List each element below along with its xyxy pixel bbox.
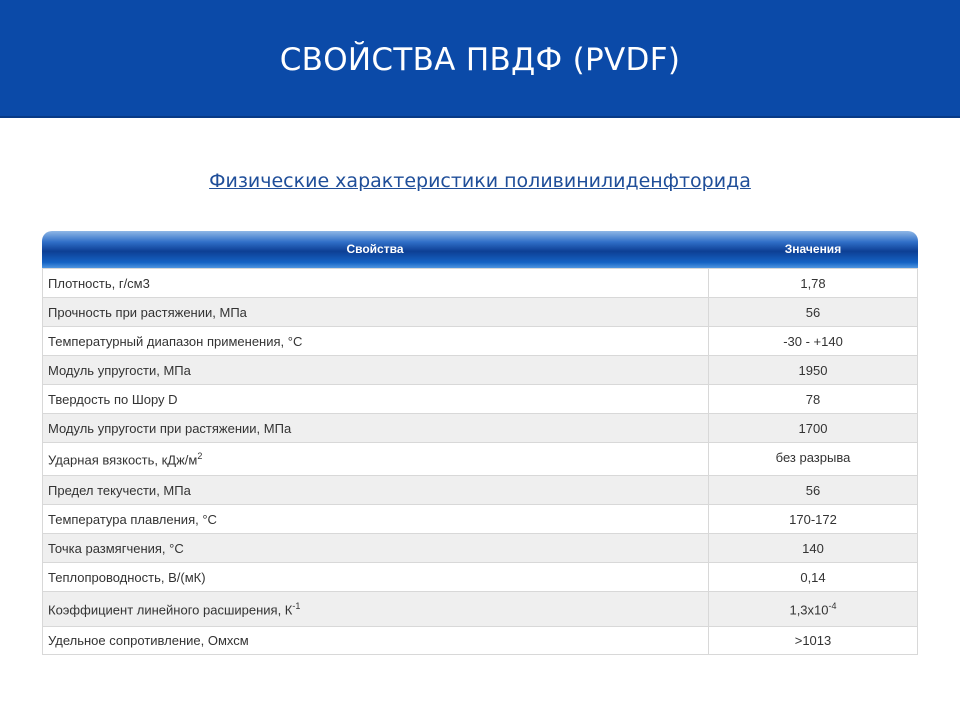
table-row (43, 563, 918, 592)
superscript: 2 (197, 450, 203, 461)
cell-property: Модуль упругости при растяжении, МПа (43, 414, 709, 443)
cell-property: Удельное сопротивление, Омхсм (43, 627, 709, 655)
table-row (43, 534, 918, 563)
cell-property-text: Ударная вязкость, кДж/м (48, 452, 198, 468)
properties-table (42, 231, 918, 655)
table-row (43, 505, 918, 534)
cell-value: 56 (709, 298, 918, 327)
cell-property (43, 592, 709, 627)
slide-title: СВОЙСТВА ПВДФ (PVDF) (279, 42, 681, 78)
header-value: Значения (784, 242, 842, 256)
table-row (43, 298, 918, 327)
cell-value: 140 (709, 534, 918, 563)
superscript: -1 (292, 600, 301, 611)
cell-value: 170-172 (709, 505, 918, 534)
cell-value: >1013 (709, 627, 918, 655)
table-row (43, 627, 918, 655)
cell-property: Модуль упругости, МПа (43, 356, 709, 385)
cell-property: Прочность при растяжении, МПа (43, 298, 709, 327)
table-row (43, 356, 918, 385)
table-row (43, 385, 918, 414)
cell-value: 1,78 (709, 269, 918, 298)
subtitle-link[interactable]: Физические характеристики поливинилиденфторида (209, 170, 751, 192)
cell-value: 0,14 (709, 563, 918, 592)
cell-value-text: 1,3х10 (789, 602, 829, 618)
cell-property (43, 443, 709, 476)
table-row (43, 592, 918, 627)
cell-property: Температура плавления, °С (43, 505, 709, 534)
cell-property-text: Коэффициент линейного расширения, К (48, 602, 293, 618)
table-row (43, 443, 918, 476)
cell-property: Предел текучести, МПа (43, 476, 709, 505)
cell-property: Теплопроводность, В/(мК) (43, 563, 709, 592)
cell-property: Твердость по Шору D (43, 385, 709, 414)
cell-value: 1700 (709, 414, 918, 443)
cell-value: 56 (709, 476, 918, 505)
cell-value: 78 (709, 385, 918, 414)
cell-property: Точка размягчения, °С (43, 534, 709, 563)
superscript: -4 (828, 600, 837, 611)
subtitle-container (0, 170, 960, 192)
cell-property: Температурный диапазон применения, °С (43, 327, 709, 356)
table-row (43, 414, 918, 443)
table-body (42, 268, 918, 655)
cell-property: Плотность, г/см3 (43, 269, 709, 298)
table-header (42, 231, 918, 268)
table-row (43, 476, 918, 505)
cell-value: -30 - +140 (709, 327, 918, 356)
cell-value: 1950 (709, 356, 918, 385)
header-property: Свойства (346, 242, 404, 256)
table-row (43, 327, 918, 356)
cell-value (709, 592, 918, 627)
table-row (43, 269, 918, 298)
slide-header (0, 0, 960, 118)
cell-value: без разрыва (709, 443, 918, 476)
